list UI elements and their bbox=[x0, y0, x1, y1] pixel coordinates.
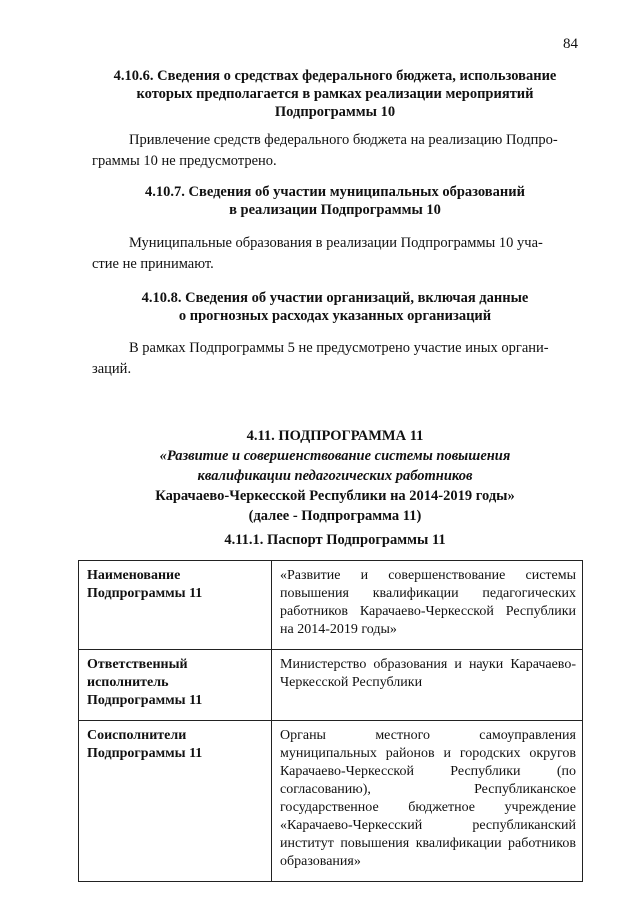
heading-line: 4.10.7. Сведения об участии муниципальных образований bbox=[145, 184, 525, 200]
section-4-10-8-text bbox=[92, 338, 579, 380]
passport-table bbox=[78, 560, 583, 882]
section-4-10-7-heading bbox=[90, 183, 580, 219]
subprogram-name-line: квалификации педагогических работников bbox=[197, 468, 473, 484]
section-4-10-7-text bbox=[92, 233, 579, 275]
text-line: В рамках Подпрограммы 5 не предусмотрено участие иных органи- bbox=[129, 340, 549, 356]
subprogram-name-line: «Развитие и совершенствование системы повышения bbox=[159, 448, 511, 464]
text-line: Муниципальные образования в реализации Подпрограммы 10 уча- bbox=[129, 235, 543, 251]
heading-line: 4.10.6. Сведения о средствах федерального бюджета, использование bbox=[113, 68, 557, 84]
row-value: Органы местного самоуправления муниципальных районов и городских округов Карачаево-Черкесской Республики (по согласованию), Республиканское государственное бюджетное учреждение «Карачаево-Черкесский республиканский институт повышения квалификации работников образования» bbox=[272, 721, 583, 882]
table-row bbox=[79, 650, 583, 721]
heading-line: в реализации Подпрограммы 10 bbox=[229, 202, 441, 218]
subprogram-name-line: (далее - Подпрограмма 11) bbox=[248, 508, 422, 524]
subprogram-11-heading bbox=[90, 426, 580, 526]
heading-line: 4.10.8. Сведения об участии организаций, включая данные bbox=[141, 290, 529, 306]
row-key: Ответственный исполнитель Подпрограммы 11 bbox=[79, 650, 272, 721]
subprogram-name-line: Карачаево-Черкесской Республики на 2014-2019 годы» bbox=[155, 488, 515, 504]
row-value: Министерство образования и науки Карачаево-Черкесской Республики bbox=[272, 650, 583, 721]
passport-title: 4.11.1. Паспорт Подпрограммы 11 bbox=[224, 532, 446, 548]
heading-line: о прогнозных расходах указанных организаций bbox=[178, 308, 492, 324]
section-4-10-6-heading bbox=[90, 67, 580, 121]
text-line: заций. bbox=[92, 361, 132, 377]
row-value: «Развитие и совершенствование системы повышения квалификации педагогических работников Карачаево-Черкесской Республики на 2014-2019 годы» bbox=[272, 561, 583, 650]
text-line: Привлечение средств федерального бюджета на реализацию Подпро- bbox=[129, 132, 558, 148]
row-key: Соисполнители Подпрограммы 11 bbox=[79, 721, 272, 882]
row-key: Наименование Подпрограммы 11 bbox=[79, 561, 272, 650]
section-4-10-6-text bbox=[92, 130, 579, 172]
section-4-10-8-heading bbox=[90, 289, 580, 325]
table-row bbox=[79, 721, 583, 882]
text-line: граммы 10 не предусмотрено. bbox=[92, 153, 277, 169]
text-line: стие не принимают. bbox=[92, 256, 214, 272]
table-row bbox=[79, 561, 583, 650]
page-number: 84 bbox=[563, 36, 578, 52]
subprogram-title: 4.11. ПОДПРОГРАММА 11 bbox=[246, 428, 424, 444]
heading-line: которых предполагается в рамках реализации мероприятий bbox=[136, 86, 534, 102]
heading-line: Подпрограммы 10 bbox=[274, 104, 396, 120]
